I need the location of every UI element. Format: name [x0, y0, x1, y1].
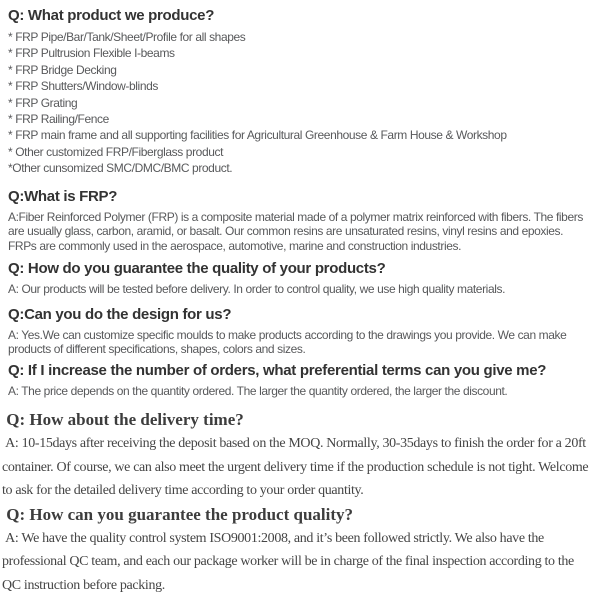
faq-question: Q: What product we produce?: [8, 7, 215, 24]
faq-list: [2, 6, 594, 597]
product-list-item: * FRP Grating: [8, 95, 78, 110]
faq-section-preferential-terms: [8, 361, 594, 399]
product-list-item: * FRP Shutters/Window-blinds: [8, 79, 158, 94]
faq-section-product-quality: [2, 505, 594, 598]
faq-answer: A: We have the quality control system ISO9001:2008, and it’s been followed strictly. We also have the professional QC team, and each our package worker will be in charge of the final inspection according to the QC instruction before packing.: [2, 530, 578, 593]
faq-section-quality-guarantee: [8, 259, 594, 297]
faq-answer: A:Fiber Reinforced Polymer (FRP) is a composite material made of a polymer matrix reinforced with fibers. The fibers are usually glass, carbon, aramid, or basalt. Our common resins are unsaturated resins, vinyl resins and epoxies. FRPs are commonly used in the aerospace, automotive, marine and construction industries.: [8, 209, 586, 253]
product-list-item: * FRP Bridge Decking: [8, 62, 117, 77]
faq-answer: A: The price depends on the quantity ordered. The larger the quantity ordered, the larger the discount.: [8, 383, 508, 398]
faq-question: Q: If I increase the number of orders, what preferential terms can you give me?: [8, 361, 547, 379]
product-list-item: * FRP Pultrusion Flexible I-beams: [8, 46, 175, 61]
product-list-item: * FRP Railing/Fence: [8, 112, 109, 127]
product-list-item: * FRP main frame and all supporting facilities for Agricultural Greenhouse & Farm House & Workshop: [8, 128, 507, 143]
faq-question: Q: How do you guarantee the quality of your products?: [8, 260, 386, 278]
faq-answer: A: 10-15days after receiving the deposit based on the MOQ. Normally, 30-35days to finish the order for a 20ft container. Of course, we can also meet the urgent delivery time if the production schedule is not tight. Welcome to ask for the detailed delivery time according to your order quantity.: [2, 436, 592, 499]
product-list: [8, 29, 594, 177]
faq-section-delivery-time: [2, 410, 594, 503]
faq-answer: A: Yes.We can customize specific moulds to make products according to the drawings you provide. We can make products of different specifications, shapes, colors and sizes.: [8, 327, 570, 357]
faq-question: Q:Can you do the design for us?: [8, 305, 232, 323]
faq-section-what-is-frp: [8, 187, 594, 254]
faq-section-products: [8, 6, 594, 177]
faq-question: Q:What is FRP?: [8, 187, 118, 205]
faq-answer: A: Our products will be tested before delivery. In order to control quality, we use high quality materials.: [8, 282, 506, 297]
product-list-item: *Other cunsomized SMC/DMC/BMC product.: [8, 161, 233, 176]
faq-question: Q: How about the delivery time?: [2, 410, 244, 430]
product-list-item: * FRP Pipe/Bar/Tank/Sheet/Profile for all shapes: [8, 30, 246, 44]
faq-question: Q: How can you guarantee the product quality?: [2, 504, 354, 524]
product-list-item: * Other customized FRP/Fiberglass product: [8, 144, 224, 159]
faq-section-design-for-us: [8, 305, 594, 357]
